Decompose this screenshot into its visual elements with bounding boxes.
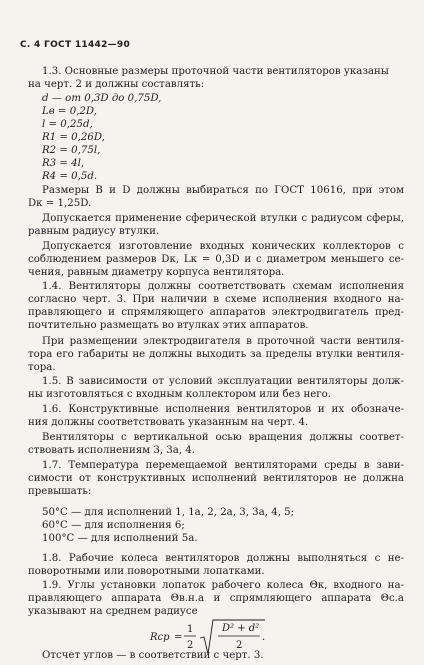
text-line: R2 = 0,75l, xyxy=(42,145,101,156)
text-line: на черт. 2 и должны составлять: xyxy=(28,79,205,90)
text-line: Размеры B и D должны выбираться по ГОСТ 10616, при этом xyxy=(42,185,404,196)
text-line: 1.5. В зависимости от условий эксплуатации вентиляторы долж- xyxy=(42,376,404,387)
text-line: симости от конструктивных исполнений вентиляторов не должна xyxy=(28,473,404,484)
formula-lhs: Rср xyxy=(150,632,170,643)
text-line: указывают на среднем радиусе xyxy=(28,606,198,617)
text-line: ствовать исполнениям 3, 3а, 4. xyxy=(28,445,196,456)
text-line: 60°С — для исполнения 6; xyxy=(42,520,185,531)
formula-radicand-den: 2 xyxy=(236,640,243,651)
formula-frac-den: 2 xyxy=(187,640,194,651)
text-line: d — от 0,3D до 0,75D, xyxy=(42,93,162,104)
text-line: l = 0,25d, xyxy=(42,119,93,130)
text-line: чения, равным диаметру корпуса вентилятора. xyxy=(28,267,285,278)
text-line: R3 = 4l, xyxy=(42,158,85,169)
text-line: соблюдением размеров Dк, Lк = 0,3D и с диаметром меньшего се- xyxy=(28,254,404,265)
text-line: тора его габариты не должны выходить за пределы втулки вентиля- xyxy=(28,349,404,360)
text-line: 50°С — для исполнений 1, 1а, 2, 2а, 3, 3а, 4, 5; xyxy=(42,507,295,518)
text-line: Dк = 1,25D. xyxy=(28,198,92,209)
text-line: правляющего аппарата Θв.н.а и спрямляющего аппарата Θс.а xyxy=(28,593,404,604)
text-line: поворотными или поворотными лопатками. xyxy=(28,566,265,577)
text-line: 100°С — для исполнений 5а. xyxy=(42,533,198,544)
text-line: ны изготовляться с входным коллектором или без него. xyxy=(28,389,332,400)
text-line: Допускается изготовление входных конических коллекторов с xyxy=(42,241,404,252)
text-line: Допускается применение сферической втулки с радиусом сферы, xyxy=(42,213,404,224)
page-header: С. 4 ГОСТ 11442—90 xyxy=(20,40,131,50)
text-line: 1.4. Вентиляторы должны соответствовать схемам исполнения xyxy=(42,281,404,292)
text-line: 1.8. Рабочие колеса вентиляторов должны выполняться с не- xyxy=(42,553,404,564)
text-line: 1.7. Температура перемещаемой вентиляторами среды в зави- xyxy=(42,460,404,471)
formula-eq: = xyxy=(174,632,183,643)
text-line: R4 = 0,5d. xyxy=(42,171,98,182)
text-line: Lв = 0,2D, xyxy=(42,106,97,117)
text-line: Отсчет углов — в соответствии с черт. 3. xyxy=(42,650,264,661)
text-line: превышать: xyxy=(28,486,92,497)
text-line: согласно черт. 3. При наличии в схеме исполнения входного на- xyxy=(28,294,404,305)
formula-radicand-num: D² + d² xyxy=(222,623,260,634)
text-line: При размещении электродвигателя в проточной части вентиля- xyxy=(42,336,404,347)
text-line: почтительно размещать во втулках этих аппаратов. xyxy=(28,320,309,331)
text-line: равным радиусу втулки. xyxy=(28,226,160,237)
text-line: Вентиляторы с вертикальной осью вращения должны соответ- xyxy=(42,432,404,443)
text-line: 1.9. Углы установки лопаток рабочего колеса Θк, входного на- xyxy=(42,580,404,591)
formula-svg xyxy=(150,618,270,658)
text-line: 1.6. Конструктивные исполнения вентиляторов и их обозначе- xyxy=(42,404,404,415)
formula-end: . xyxy=(262,632,266,643)
text-line: 1.3. Основные размеры проточной части вентиляторов указаны xyxy=(42,66,389,77)
text-line: тора. xyxy=(28,362,56,373)
text-line: правляющего и спрямляющего аппаратов электродвигатель пред- xyxy=(28,307,404,318)
formula-r-mean xyxy=(150,618,270,658)
formula-frac-num: 1 xyxy=(187,624,194,635)
text-line: ния должны соответствовать указанным на черт. 4. xyxy=(28,417,309,428)
text-line: R1 = 0,26D, xyxy=(42,132,105,143)
